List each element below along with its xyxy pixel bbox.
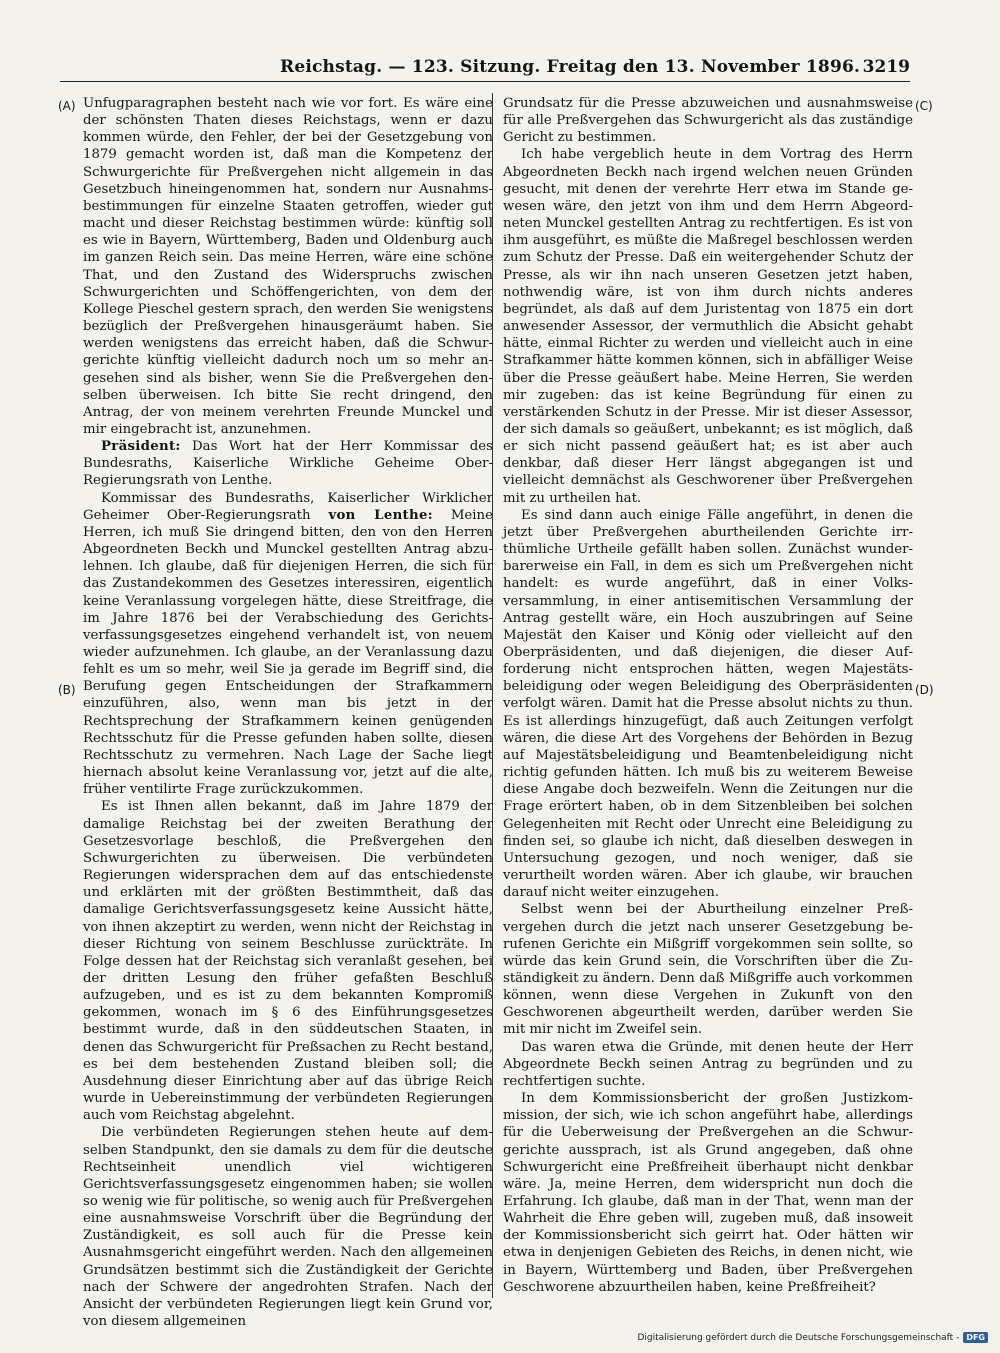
- paragraph: Das waren etwa die Gründe, mit denen heute der Herr Abgeordnete Beckh seinen Antrag zu begründen und zu rechtfertigen suchte.: [503, 1039, 913, 1089]
- margin-marker-a: (A): [58, 99, 76, 113]
- speaker-name: von Lenthe:: [328, 507, 433, 523]
- paragraph: Selbst wenn bei der Aburtheilung einzelner Preßvergehen durch die jetzt nach unserer Gesetzgebung berufenen Gerichte ein Mißgriff vorgekommen sein sollte, so würde das kein Grund sein, die Vorschriften über die Zuständigkeit zu ändern. Denn daß Mißgriffe auch vorkommen können, wenn diese Vergehen in Zukunft von den Geschworenen abgeurtheilt werden, darüber werden Sie mit mir nicht im Zweifel sein.: [503, 902, 913, 1038]
- page-number: 3219: [862, 57, 910, 77]
- paragraph: Es ist Ihnen allen bekannt, daß im Jahre 1879 der damalige Reichstag bei der zweiten Berathung der Gesetzesvorlage beschloß, die Preßvergehen den Schwurgerichten zu überweisen. Die verbündeten Regierungen widersprachen dem auf das entschiedenste und erklärten mit der größten Bestimmtheit, daß das damalige Gerichtsverfassungsgesetz keine Aussicht hätte, von ihnen akzeptirt zu werden, wenn nicht der Reichstag in dieser Richtung von seinem Beschlusse zurückträte. In Folge dessen hat der Reichstag sich veranlaßt gesehen, bei der dritten Lesung den früher gefaßten Beschluß aufzugeben, und es ist zu dem bekannten Kompromiß gekommen, wonach im § 6 des Einführungsgesetzes bestimmt wurde, daß in den süddeutschen Staaten, in denen das Schwurgericht für Preßsachen zu Recht bestand, es bei dem bestehenden Zustand bleiben soll; die Ausdehnung dieser Einrichtung aber auf das übrige Reich wurde in Uebereinstimmung der verbündeten Regierungen auch vom Reichstag abgelehnt.: [83, 799, 493, 1124]
- paragraph: Unfugparagraphen besteht nach wie vor fort. Es wäre eine der schönsten Thaten dieses Reichstags, wenn er dazu kommen würde, den Fehler, der bei der Gesetzgebung von 1879 gemacht worden ist, daß man die Kompetenz der Schwurgerichte für Preßvergehen nicht allgemein in das Gesetzbuch hineingenommen hat, sondern nur Ausnahmsbestimmungen für einzelne Staaten getroffen, wieder gut macht und dieser Reichstag bestimmen würde: künftig soll es wie in Bayern, Württemberg, Baden und Oldenburg auch im ganzen Reich sein. Das meine Herren, wäre eine schöne That, und den Zustand des Widerspruchs zwischen Schwurgerichten und Schöffengerichten, von dem der Kollege Pieschel gestern sprach, den werden Sie wenigstens bezüglich der Preßvergehen hinausgeräumt haben. Sie werden wenigstens das erreicht haben, daß die Schwurgerichte künftig vielleicht dadurch noch um so mehr angesehen sind als bisher, wenn Sie die Preßvergehen denselben überweisen. Ich bitte Sie recht dringend, den Antrag, der von meinem verehrten Freunde Munckel und mir eingebracht ist, anzunehmen.: [83, 96, 493, 437]
- page-title: Reichstag. — 123. Sitzung. Freitag den 13. November 1896.: [280, 57, 861, 77]
- speaker-name: Präsident:: [101, 439, 181, 455]
- paragraph-text: Meine Herren, ich muß Sie dringend bitten, den von den Herren Abgeordneten Beckh und Munckel gestellten Antrag abzulehnen. Ich glaube, daß für diejenigen Herren, die sich für das Zustandekommen des Gesetzes interessiren, eigentlich keine Veranlassung vorgelegen hätte, diese Streitfrage, die im Jahre 1876 bei der Verabschiedung des Gerichtsverfassungsgesetzes eingehend verhandelt ist, von neuem wieder aufzunehmen. Ich glaube, an der Veranlassung dazu fehlt es um so mehr, weil Sie ja gerade im Begriff sind, die Berufung gegen Entscheidungen der Strafkammern einzuführen, also, wenn man bis jetzt in der Rechtsprechung der Strafkammern keinen genügenden Rechtsschutz für die Presse gefunden haben sollte, diesen Rechtsschutz zu vermehren. Nach Lage der Sache liegt hiernach absolut keine Veranlassung vor, jetzt auf die alte, früher ventilirte Frage zurückzukommen.: [83, 507, 493, 798]
- paragraph: Es sind dann auch einige Fälle angeführt, in denen die jetzt über Preßvergehen aburtheilenden Gerichte irrthümliche Urtheile gefällt haben sollen. Zunächst wunderbarerweise ein Fall, in dem es sich um Preßvergehen nicht handelt: es wurde angeführt, daß in einer Volksversammlung, in einer antisemitischen Versammlung der Antrag gestellt wäre, ein Hoch auszubringen auf Seine Majestät den Kaiser und König oder vielleicht auf den Oberpräsidenten, und daß diejenigen, die dieser Aufforderung nicht entsprochen hätten, wegen Majestätsbeleidigung oder wegen Beleidigung des Oberpräsidenten verfolgt wären. Damit hat die Presse absolut nichts zu thun. Es ist allerdings hinzugefügt, daß auch Zeitungen verfolgt wären, die diese Art des Vorgehens der Behörden in Bezug auf Majestätsbeleidigung und Beamtenbeleidigung nicht richtig gefunden hätten. Ich muß bis zu weiterem Beweise diese Angabe doch bezweifeln. Wenn die Zeitungen nur die Frage erörtert haben, ob in dem Sitzenbleiben bei solchen Gelegenheiten mit Recht oder Unrecht eine Beleidigung zu finden sei, so glaube ich nicht, daß dieselben deswegen in Untersuchung gezogen, und noch weniger, daß sie verurtheilt worden wären. Aber ich glaube, wir brauchen darauf nicht weiter einzugehen.: [503, 507, 913, 901]
- speaker-title: Kommissar des Bundesraths, Kaiserlicher Wirklicher Geheimer Ober-Regierungsrath: [83, 490, 493, 523]
- margin-marker-b: (B): [58, 683, 76, 697]
- footer-credit: [637, 1332, 988, 1343]
- paragraph: [83, 438, 493, 489]
- paragraph: In dem Kommissionsbericht der großen Justizkommission, der sich, wie ich schon angeführt habe, allerdings für die Ueberweisung der Preßvergehen an die Schwurgerichte aussprach, ist als Grund angegeben, daß ohne Schwurgericht eine Preßfreiheit überhaupt nicht denkbar wäre. Ja, meine Herren, dem widerspricht nun doch die Erfahrung. Ich glaube, daß man in der That, wenn man der Wahrheit die Ehre geben will, zugeben muß, daß insoweit der Kommissionsbericht sich geirrt hat. Oder hätten wir etwa in denjenigen Gebieten des Reichs, in denen nicht, wie in Bayern, Württemberg und Baden, über Preßvergehen Geschworene abzuurtheilen haben, keine Preßfreiheit?: [503, 1091, 913, 1295]
- paragraph: [83, 490, 493, 799]
- paragraph: Grundsatz für die Presse abzuweichen und ausnahmsweise für alle Preßvergehen das Schwurgericht als das zuständige Gericht zu bestimmen.: [503, 96, 913, 146]
- left-column: [83, 95, 493, 1330]
- page-header: [60, 55, 910, 82]
- paragraph-text: Das Wort hat der Herr Kommissar des Bundesraths, Kaiserliche Wirkliche Geheime OberRegierungsrath von Lenthe.: [83, 439, 493, 489]
- margin-marker-c: (C): [915, 99, 933, 113]
- paragraph: Ich habe vergeblich heute in dem Vortrag des Herrn Abgeordneten Beckh nach irgend welchen neuen Gründen gesucht, mit denen der verehrte Herr etwa im Stande gewesen wäre, den jetzt von ihm und dem Herrn Abgeordneten Munckel gestellten Antrag zu rechtfertigen. Es ist von ihm ausgeführt, es müßte die Maßregel beschlossen werden zum Schutz der Presse. Daß ein weitergehender Schutz der Presse, als wir ihn nach unseren Gesetzen jetzt haben, nothwendig wäre, ist von ihm durch nichts anderes begründet, als daß auf dem Juristentag von 1875 ein dort anwesender Assessor, der vermuthlich die Absicht gehabt hätte, einmal Richter zu werden und vielleicht auch in eine Strafkammer hätte kommen können, sich in abfälliger Weise über die Presse geäußert habe. Meine Herren, Sie werden mir zugeben: das ist keine Begründung für einen zu verstärkenden Schutz in der Presse. Mir ist dieser Assessor, der sich damals so geäußert, unbekannt; es ist möglich, daß er sich nicht passend geäußert hat; es ist aber auch denkbar, daß dieser Herr längst abgegangen ist und vielleicht demnächst als Geschworener über Preßvergehen mit zu urtheilen hat.: [503, 147, 913, 506]
- right-column: [503, 95, 913, 1296]
- dfg-logo: DFG: [963, 1332, 988, 1343]
- footer-text: Digitalisierung gefördert durch die Deutsche Forschungsgemeinschaft -: [637, 1332, 960, 1343]
- paragraph: Die verbündeten Regierungen stehen heute auf demselben Standpunkt, den sie damals zu dem für die deutsche Rechtseinheit unendlich viel wichtigeren Gerichtsverfassungsgesetz eingenommen haben; sie wollen so wenig wie für politische, so wenig auch für Preßvergehen eine ausnahmsweise Vorschrift über die Begründung der Zuständigkeit, es soll auch für die Presse kein Ausnahmsgericht eingeführt werden. Nach den allgemeinen Grundsätzen bestimmt sich die Zuständigkeit der Gerichte nach der Schwere der angedrohten Strafen. Nach der Ansicht der verbündeten Regierungen liegt kein Grund vor, von diesem allgemeinen: [83, 1125, 493, 1330]
- margin-marker-d: (D): [915, 683, 934, 697]
